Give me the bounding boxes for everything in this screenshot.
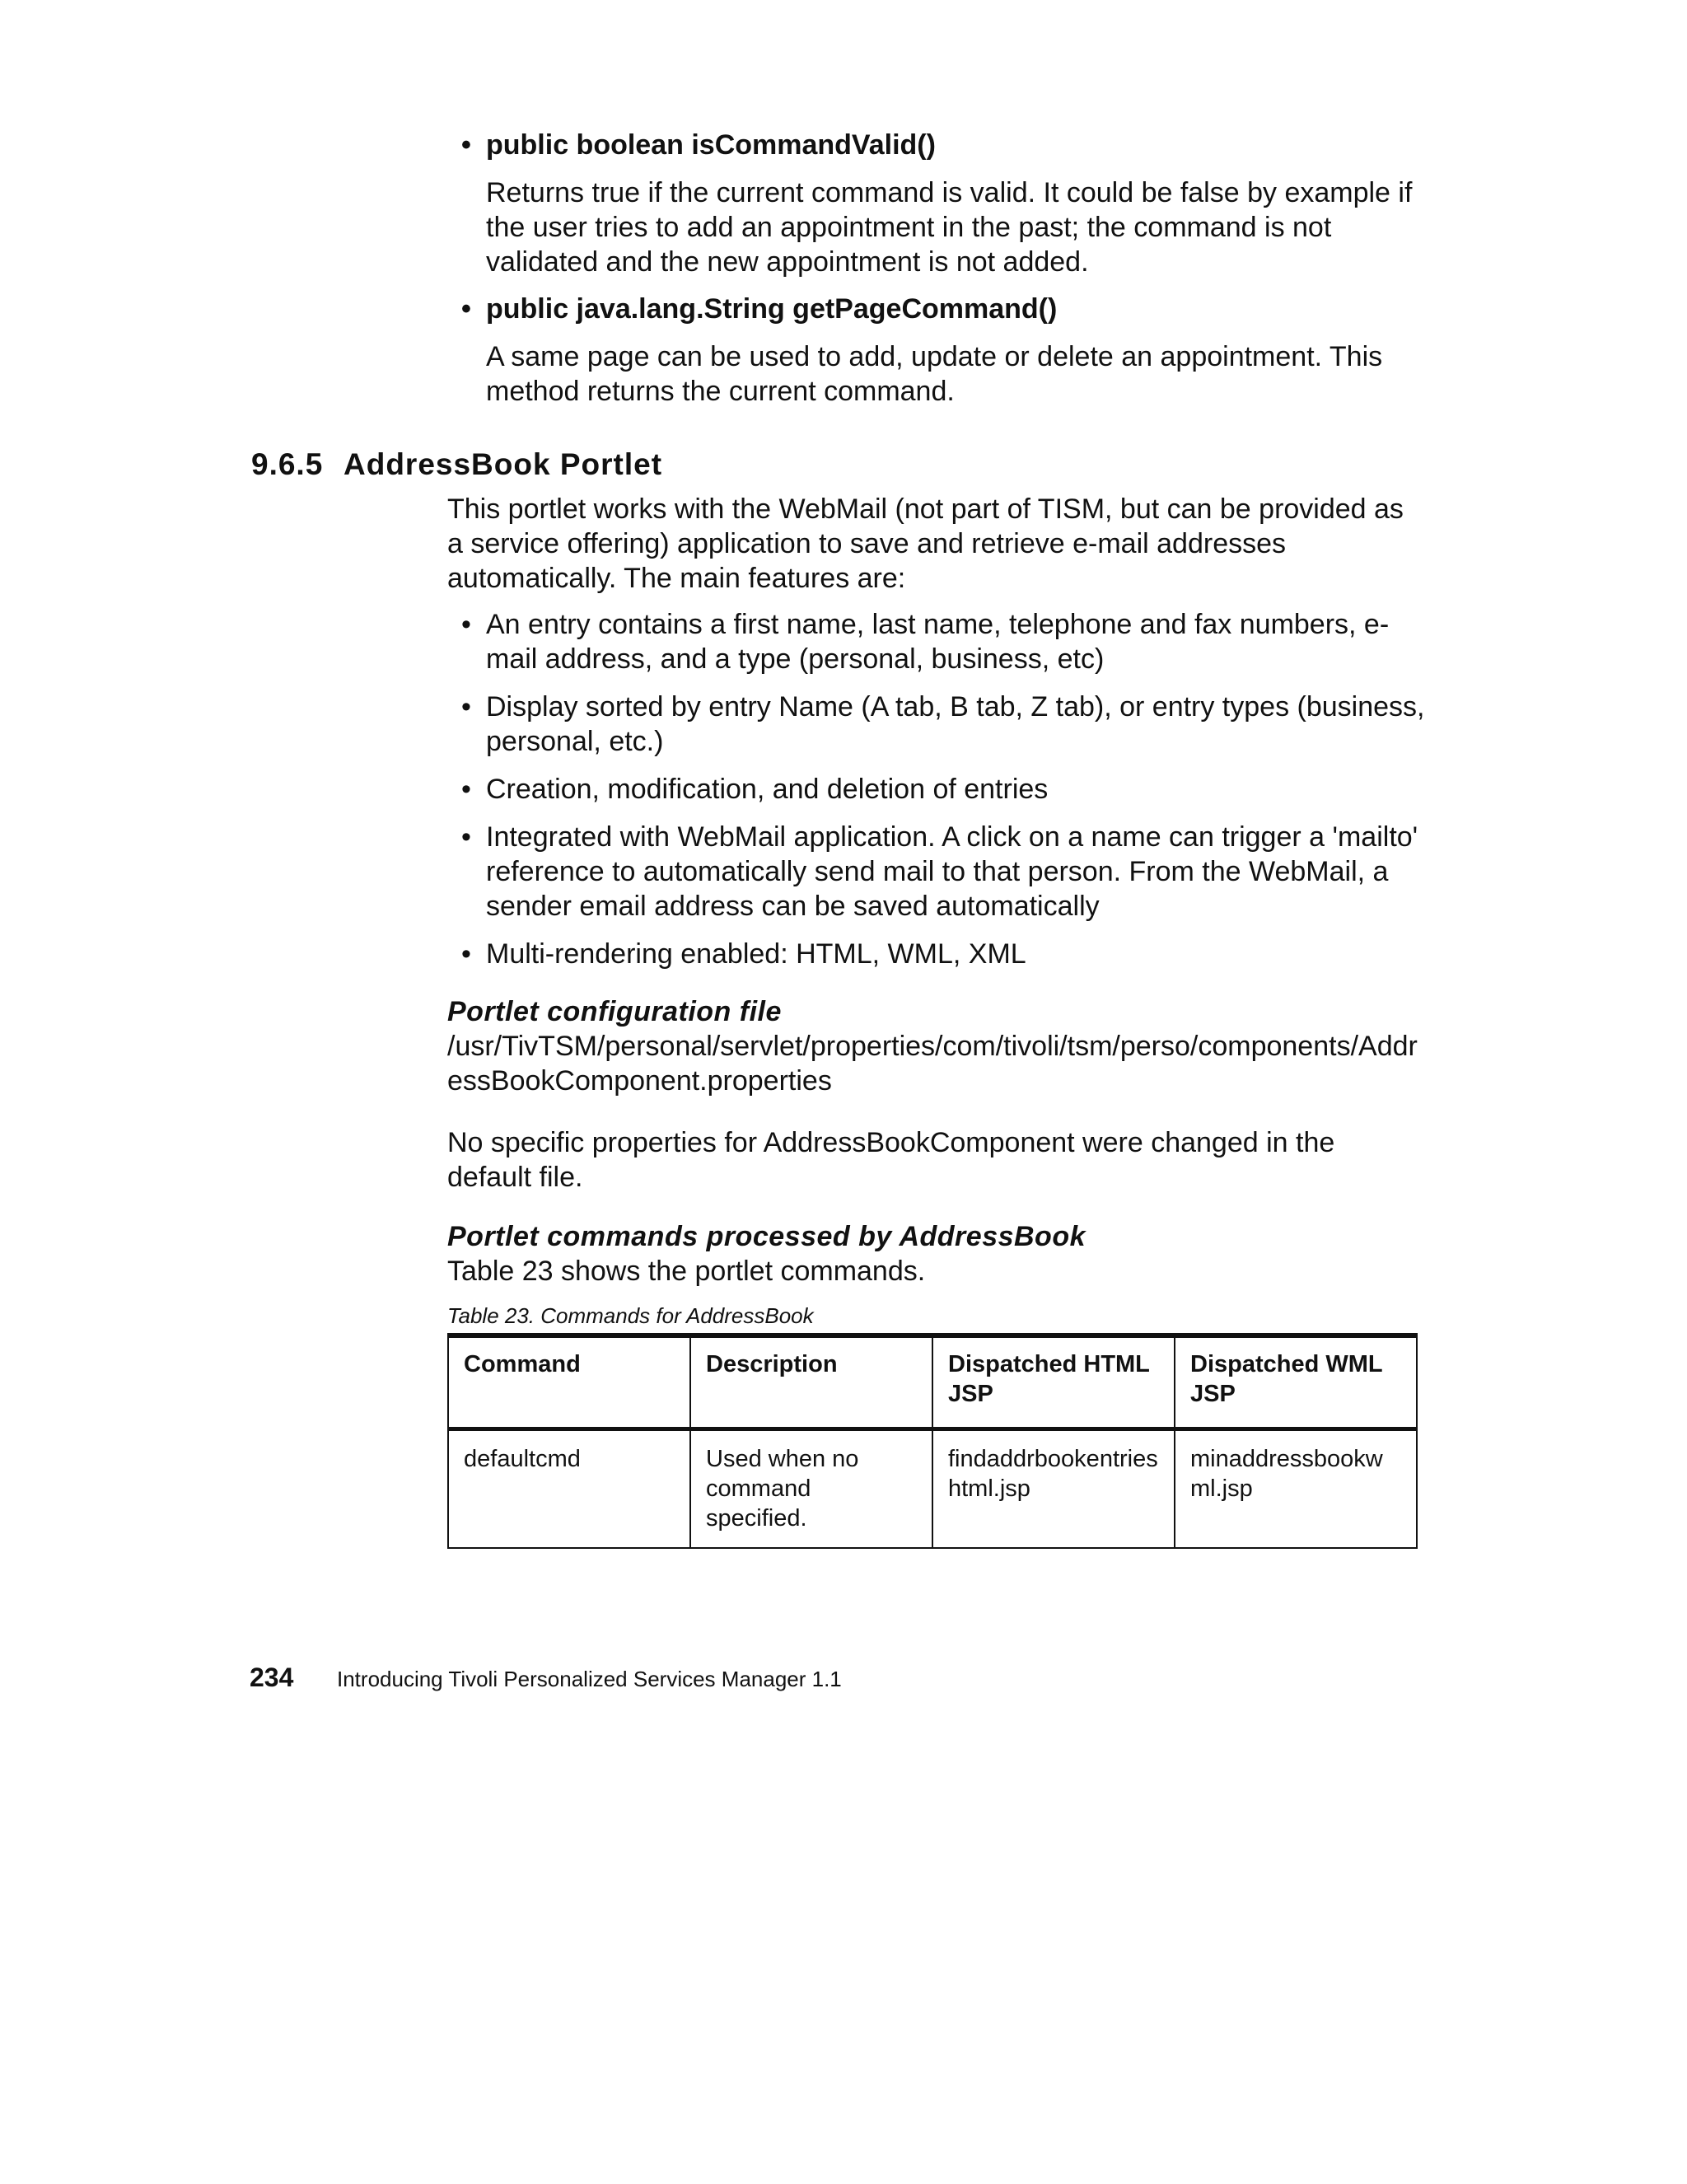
commands-heading: Portlet commands processed by AddressBook xyxy=(447,1221,1087,1252)
commands-section xyxy=(447,1219,1419,1288)
commands-table xyxy=(447,1333,1418,1549)
config-heading: Portlet configuration file xyxy=(447,996,782,1027)
section-title: AddressBook Portlet xyxy=(343,447,663,481)
feature-list xyxy=(461,607,1425,984)
table-cell: findaddrbookentrieshtml.jsp xyxy=(932,1429,1175,1549)
method-signature xyxy=(461,128,1433,162)
method-signature-text: public boolean isCommandValid() xyxy=(486,129,936,161)
method-item xyxy=(461,128,1433,279)
table-cell: Used when no command specified. xyxy=(690,1429,932,1549)
bullet-icon: • xyxy=(461,774,471,805)
list-item xyxy=(461,607,1425,676)
feature-text: An entry contains a first name, last name, telephone and fax numbers, e-mail address, and a type (personal, business, etc) xyxy=(486,609,1390,675)
bullet-icon: • xyxy=(461,938,471,970)
list-item xyxy=(461,820,1425,924)
feature-text: Creation, modification, and deletion of entries xyxy=(486,774,1049,805)
column-header: Command xyxy=(448,1335,690,1429)
feature-text: Display sorted by entry Name (A tab, B tab, Z tab), or entry types (business, personal, etc.) xyxy=(486,691,1425,757)
page-footer xyxy=(250,1663,842,1693)
method-description: A same page can be used to add, update or delete an appointment. This method returns the current command. xyxy=(486,341,1383,407)
table-header-row xyxy=(448,1335,1417,1429)
list-item xyxy=(461,772,1425,807)
method-signature-text: public java.lang.String getPageCommand() xyxy=(486,293,1058,325)
table-caption: Table 23. Commands for AddressBook xyxy=(447,1303,814,1328)
config-path: /usr/TivTSM/personal/servlet/properties/com/tivoli/tsm/perso/components/AddressBookComponent.properties xyxy=(447,1031,1418,1097)
list-item xyxy=(461,690,1425,759)
method-signature xyxy=(461,292,1433,326)
page-number: 234 xyxy=(250,1663,294,1692)
column-header: Dispatched HTML JSP xyxy=(932,1335,1175,1429)
table-cell: defaultcmd xyxy=(448,1429,690,1549)
method-description: Returns true if the current command is valid. It could be false by example if the user tries to add an appointment in the past; the command is not validated and the new appointment is not added. xyxy=(486,177,1413,278)
section-intro: This portlet works with the WebMail (not part of TISM, but can be provided as a service offering) application to save and retrieve e-mail addresses automatically. The main features are: xyxy=(447,493,1404,594)
book-title: Introducing Tivoli Personalized Services Manager 1.1 xyxy=(337,1667,842,1691)
config-section xyxy=(447,994,1419,1098)
section-number: 9.6.5 xyxy=(251,447,324,481)
section-heading xyxy=(251,447,662,482)
table-cell: minaddressbookwml.jsp xyxy=(1175,1429,1417,1549)
table-row xyxy=(448,1429,1417,1549)
method-item xyxy=(461,292,1433,409)
list-item xyxy=(461,937,1425,971)
column-header: Dispatched WML JSP xyxy=(1175,1335,1417,1429)
config-note: No specific properties for AddressBookComponent were changed in the default file. xyxy=(447,1127,1335,1193)
bullet-icon: • xyxy=(461,293,471,325)
column-header: Description xyxy=(690,1335,932,1429)
bullet-icon: • xyxy=(461,821,471,853)
feature-text: Multi-rendering enabled: HTML, WML, XML xyxy=(486,938,1026,970)
bullet-icon: • xyxy=(461,129,471,161)
feature-text: Integrated with WebMail application. A click on a name can trigger a 'mailto' reference to automatically send mail to that person. From the WebMail, a sender email address can be saved automatically xyxy=(486,821,1418,922)
commands-intro: Table 23 shows the portlet commands. xyxy=(447,1256,926,1287)
bullet-icon: • xyxy=(461,609,471,640)
bullet-icon: • xyxy=(461,691,471,723)
